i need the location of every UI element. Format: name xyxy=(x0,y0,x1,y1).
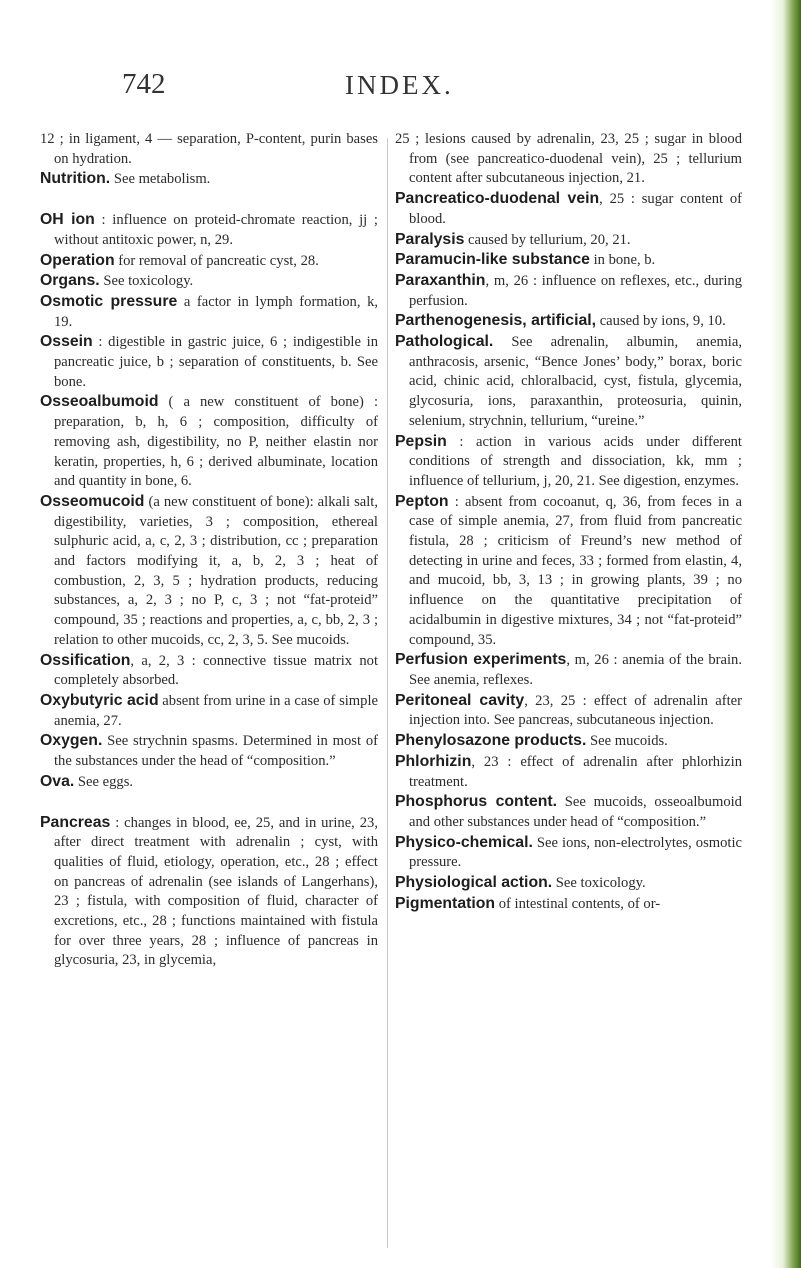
entry-headword: Phosphorus content. xyxy=(395,793,558,811)
index-entry xyxy=(395,731,742,752)
column-divider xyxy=(387,138,388,1248)
index-entry xyxy=(40,130,378,169)
entry-headword: Pancreatico-duodenal vein xyxy=(395,190,600,208)
index-entry xyxy=(40,292,378,332)
entry-text: See metabolism. xyxy=(110,171,211,188)
entry-headword: Ossification xyxy=(40,651,131,669)
entry-headword: Parthenogenesis, artificial, xyxy=(395,312,597,330)
index-entry xyxy=(395,691,742,731)
entry-headword: Ova. xyxy=(40,772,75,790)
index-entry xyxy=(40,332,378,392)
entry-text: caused by tellurium, 20, 21. xyxy=(464,231,631,248)
entry-headword: Pathological. xyxy=(395,333,494,351)
index-entry xyxy=(40,251,378,272)
index-entry xyxy=(395,492,742,651)
entry-headword: Phlorhizin xyxy=(395,752,472,770)
index-entry xyxy=(40,392,378,492)
entry-text: caused by ions, 9, 10. xyxy=(596,313,726,330)
entry-text: See toxicology. xyxy=(552,875,646,892)
index-entry xyxy=(395,311,742,332)
entry-text: See eggs. xyxy=(74,773,134,790)
entry-text: , 25 : sugar content of blood. xyxy=(409,191,743,227)
entry-text: 12 ; in ligament, 4 — separation, P-content, purin bases on hydration. xyxy=(40,131,378,167)
entry-text: : action in various acids under different conditions of strength and dissociation, kk, mm ; influence of tellurium, j, 20, 21. See digestion, enzymes. xyxy=(409,433,742,489)
entry-text: , 23 : effect of adrenalin after phlorhizin treatment. xyxy=(409,753,742,790)
entry-text: : influence on proteid-chromate reaction, jj ; without antitoxic power, n, 29. xyxy=(54,212,378,248)
index-entry xyxy=(395,873,742,894)
entry-text: : absent from cocoanut, q, 36, from feces in a case of simple anemia, 27, from fluid from pancreatic fistula, 28 ; criticism of Freund’s new method of detecting in urine and feces, 33 ; formed from elastin, 4, and mucoid, bb, 3, 13 ; in growing plants, 39 ; no influence on the quantitative precipitation of acidalbumin in digestive mixtures, 34 ; not “fat-proteid” compound, 35. xyxy=(409,493,742,648)
entry-text: See ions, non-electrolytes, osmotic pressure. xyxy=(409,834,742,871)
entry-text: absent from urine in a case of simple anemia, 27. xyxy=(54,692,378,729)
entry-text: See strychnin spasms. Determined in most of the substances under the head of “composition.” xyxy=(54,733,378,770)
index-entry xyxy=(395,792,742,832)
entry-headword: Pigmentation xyxy=(395,894,496,912)
index-entry xyxy=(395,130,742,189)
entry-headword: Ossein xyxy=(40,333,93,351)
entry-headword: Pepton xyxy=(395,492,449,510)
index-entry xyxy=(40,772,378,793)
entry-headword: Pancreas xyxy=(40,813,111,831)
index-entry xyxy=(395,650,742,690)
index-entry xyxy=(395,894,742,915)
entry-text: for removal of pancreatic cyst, 28. xyxy=(114,252,319,269)
entry-headword: Physico-chemical. xyxy=(395,833,533,851)
page-number: 742 xyxy=(122,68,166,100)
entry-headword: Peritoneal cavity xyxy=(395,691,525,709)
index-entry xyxy=(395,250,742,271)
index-entry xyxy=(395,752,742,792)
index-entry xyxy=(395,332,742,432)
entry-text: See toxicology. xyxy=(99,273,194,290)
entry-headword: Osmotic pressure xyxy=(40,292,178,310)
entry-headword: Physiological action. xyxy=(395,874,553,892)
entry-text: See adrenalin, albumin, anemia, anthracosis, arsenic, “Bence Jones’ body,” borax, boric acid, chinic acid, chloralbacid, cyst, fistula, glycemia, glycosuria, ions, paraxanthin, proteosuria, quinin, selenium, strychnin, tellurium, “ureine.” xyxy=(409,334,742,429)
entry-text: ( a new constituent of bone) : preparation, b, h, 6 ; composition, difficulty of removing ash, digestibility, no P, neither elastin nor keratin, properties, h, 6 ; derived albuminate, location and quantity in bone, 6. xyxy=(54,394,378,490)
entry-text: in bone, b. xyxy=(589,252,656,269)
index-entry xyxy=(40,271,378,292)
index-entry xyxy=(395,189,742,229)
page-edge-shadow xyxy=(771,0,801,1268)
entry-text: a factor in lymph formation, k, 19. xyxy=(54,293,379,330)
entry-headword: OH ion xyxy=(40,211,95,229)
entry-text: of intestinal contents, of or- xyxy=(495,895,661,912)
index-entry xyxy=(395,432,742,492)
index-entry xyxy=(395,230,742,251)
entry-text: , a, 2, 3 : connective tissue matrix not completely absorbed. xyxy=(54,652,378,689)
index-entry xyxy=(40,492,378,651)
entry-headword: Oxygen. xyxy=(40,732,103,750)
index-entry xyxy=(40,691,378,731)
entry-headword: Osseoalbumoid xyxy=(40,393,159,411)
index-entry xyxy=(40,813,378,972)
index-entry xyxy=(40,651,378,691)
entry-text: : digestible in gastric juice, 6 ; indigestible in pancreatic juice, b ; separation of constituents, b. See bone. xyxy=(54,334,378,390)
entry-text: See mucoids, osseoalbumoid and other substances under head of “composition.” xyxy=(409,794,742,830)
entry-text: : changes in blood, ee, 25, and in urine, 23, after direct treatment with adrenalin ; cyst, with qualities of fluid, etiology, operation, etc., 28 ; effect on pancreas of adrenalin (see islands of Langerhans), 23 ; fistula, with composition of fluid, character of excretions, etc., 28 ; functions maintained with fistula for over three years, 28 ; influence of pancreas in glycosuria, 23, in glycemia, xyxy=(54,814,378,969)
entry-headword: Paraxanthin xyxy=(395,271,486,289)
entry-text: (a new constituent of bone): alkali salt, digestibility, varieties, 3 ; composition, ethereal sulphuric acid, a, c, 2, 3 ; distribution, cc ; preparation and factors modifying it, a, b, 2, 3 ; heat of combustion, 2, 3, 5 ; hydration products, reducing substances, a, 2, 3 ; no P, c, 3 ; not “fat-proteid” compound, 35 ; reactions and properties, a, c, bb, 2, 3 ; relation to other mucoids, cc, 2, 3, 5. See mucoids. xyxy=(54,493,378,648)
entry-text: See mucoids. xyxy=(586,733,668,750)
entry-text: , m, 26 : anemia of the brain. See anemia, reflexes. xyxy=(409,652,743,688)
index-entry xyxy=(40,169,378,190)
index-entry xyxy=(395,271,742,311)
entry-headword: Operation xyxy=(40,251,115,269)
running-title: INDEX. xyxy=(345,70,454,100)
left-column xyxy=(40,130,378,971)
entry-text: 25 ; lesions caused by adrenalin, 23, 25 ; sugar in blood from (see pancreatico-duodenal vein), 25 ; tellurium content after subcutaneous injection, 21. xyxy=(395,131,742,187)
entry-headword: Paralysis xyxy=(395,230,465,248)
entry-headword: Paramucin-like substance xyxy=(395,251,590,269)
index-entry xyxy=(40,731,378,771)
entry-text: , 23, 25 : effect of adrenalin after injection into. See pancreas, subcutaneous injection. xyxy=(409,692,742,729)
entry-headword: Phenylosazone products. xyxy=(395,732,587,750)
right-column xyxy=(395,130,742,914)
page-header xyxy=(0,64,801,104)
index-entry xyxy=(395,833,742,873)
entry-text: , m, 26 : influence on reflexes, etc., during perfusion. xyxy=(409,272,742,309)
index-entry xyxy=(40,210,378,250)
entry-headword: Nutrition. xyxy=(40,170,111,188)
entry-headword: Pepsin xyxy=(395,432,447,450)
entry-headword: Oxybutyric acid xyxy=(40,691,159,709)
entry-headword: Osseomucoid xyxy=(40,492,145,510)
entry-headword: Perfusion experiments xyxy=(395,651,567,669)
entry-headword: Organs. xyxy=(40,272,100,290)
